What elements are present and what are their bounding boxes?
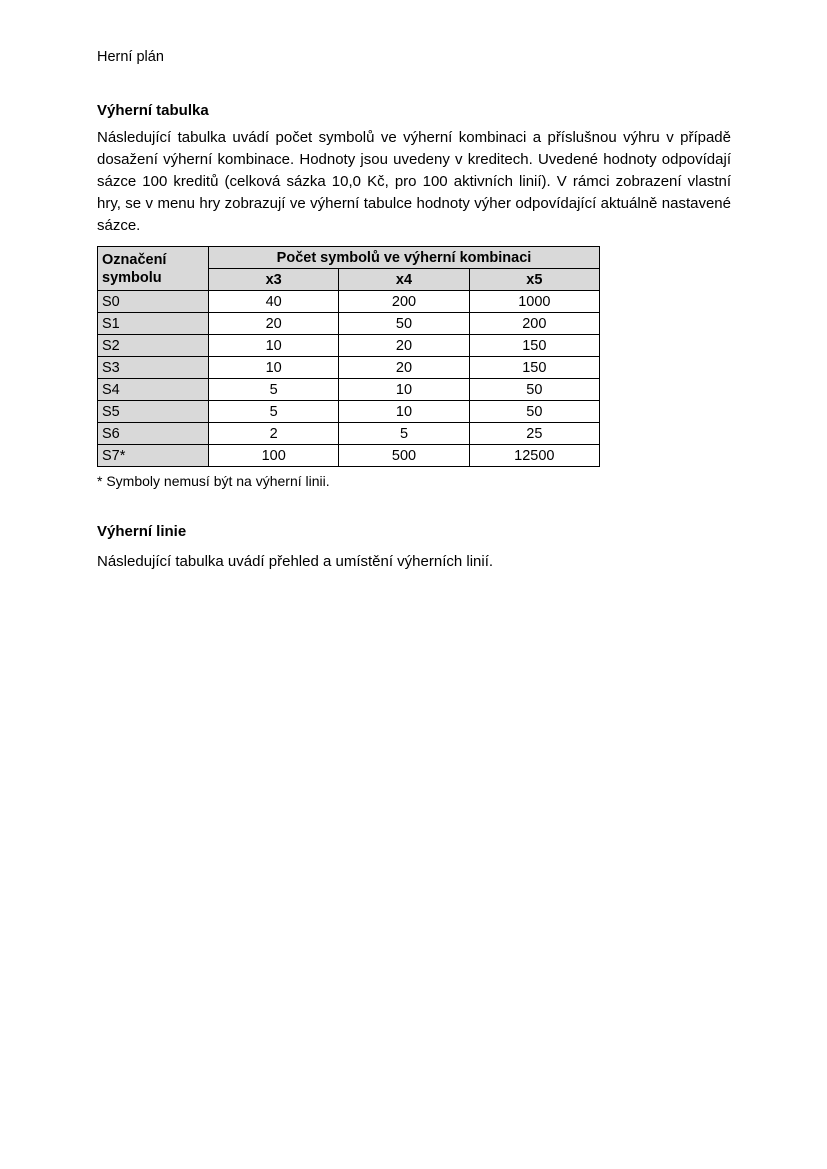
payout-table-body — [98, 291, 600, 467]
x4-value-cell: 10 — [339, 401, 469, 423]
symbol-cell: S6 — [98, 423, 209, 445]
table-row — [98, 401, 600, 423]
table-row — [98, 291, 600, 313]
x5-column-header: x5 — [469, 269, 599, 291]
x4-value-cell: 200 — [339, 291, 469, 313]
table-row — [98, 445, 600, 467]
lines-section-heading: Výherní linie — [97, 523, 187, 540]
x3-value-cell: 10 — [209, 335, 339, 357]
x4-value-cell: 50 — [339, 313, 469, 335]
table-row — [98, 313, 600, 335]
lines-section-paragraph: Následující tabulka uvádí přehled a umístění výherních linií. — [97, 553, 494, 570]
document-title: Herní plán — [97, 49, 164, 65]
x3-value-cell: 5 — [209, 379, 339, 401]
payout-table — [97, 246, 600, 467]
x5-value-cell: 50 — [469, 401, 599, 423]
x5-value-cell: 25 — [469, 423, 599, 445]
symbol-cell: S0 — [98, 291, 209, 313]
symbol-column-header: Označení symbolu — [98, 247, 209, 291]
table-header-row-1 — [98, 247, 600, 269]
symbol-cell: S3 — [98, 357, 209, 379]
x5-value-cell: 150 — [469, 335, 599, 357]
payout-table-footnote: * Symboly nemusí být na výherní linii. — [97, 473, 330, 489]
table-row — [98, 379, 600, 401]
payout-section-heading: Výherní tabulka — [97, 102, 209, 119]
table-row — [98, 423, 600, 445]
symbol-cell: S7* — [98, 445, 209, 467]
x3-value-cell: 10 — [209, 357, 339, 379]
x3-column-header: x3 — [209, 269, 339, 291]
x4-value-cell: 20 — [339, 335, 469, 357]
payout-section-paragraph: Následující tabulka uvádí počet symbolů ve výherní kombinaci a příslušnou výhru v případě dosažení výherní kombinace. Hodnoty jsou uvedeny v kreditech. Uvedené hodnoty odpovídají sázce 100 kreditů (celková sázka 10,0 Kč, pro 100 aktivních linií). V rámci zobrazení vlastní hry, se v menu hry zobrazují ve výherní tabulce hodnoty výher odpovídající aktuálně nastavené sázce. — [97, 129, 731, 234]
symbol-cell: S1 — [98, 313, 209, 335]
x3-value-cell: 40 — [209, 291, 339, 313]
symbol-cell: S4 — [98, 379, 209, 401]
x4-value-cell: 5 — [339, 423, 469, 445]
x5-value-cell: 50 — [469, 379, 599, 401]
x3-value-cell: 5 — [209, 401, 339, 423]
symbol-cell: S2 — [98, 335, 209, 357]
x3-value-cell: 20 — [209, 313, 339, 335]
x5-value-cell: 1000 — [469, 291, 599, 313]
x4-value-cell: 10 — [339, 379, 469, 401]
symbol-cell: S5 — [98, 401, 209, 423]
x5-value-cell: 150 — [469, 357, 599, 379]
x4-value-cell: 20 — [339, 357, 469, 379]
x4-column-header: x4 — [339, 269, 469, 291]
x4-value-cell: 500 — [339, 445, 469, 467]
table-row — [98, 357, 600, 379]
combination-group-header: Počet symbolů ve výherní kombinaci — [209, 247, 600, 269]
payout-table-head — [98, 247, 600, 291]
x5-value-cell: 200 — [469, 313, 599, 335]
x5-value-cell: 12500 — [469, 445, 599, 467]
table-row — [98, 335, 600, 357]
x3-value-cell: 100 — [209, 445, 339, 467]
page-content — [97, 0, 731, 573]
x3-value-cell: 2 — [209, 423, 339, 445]
